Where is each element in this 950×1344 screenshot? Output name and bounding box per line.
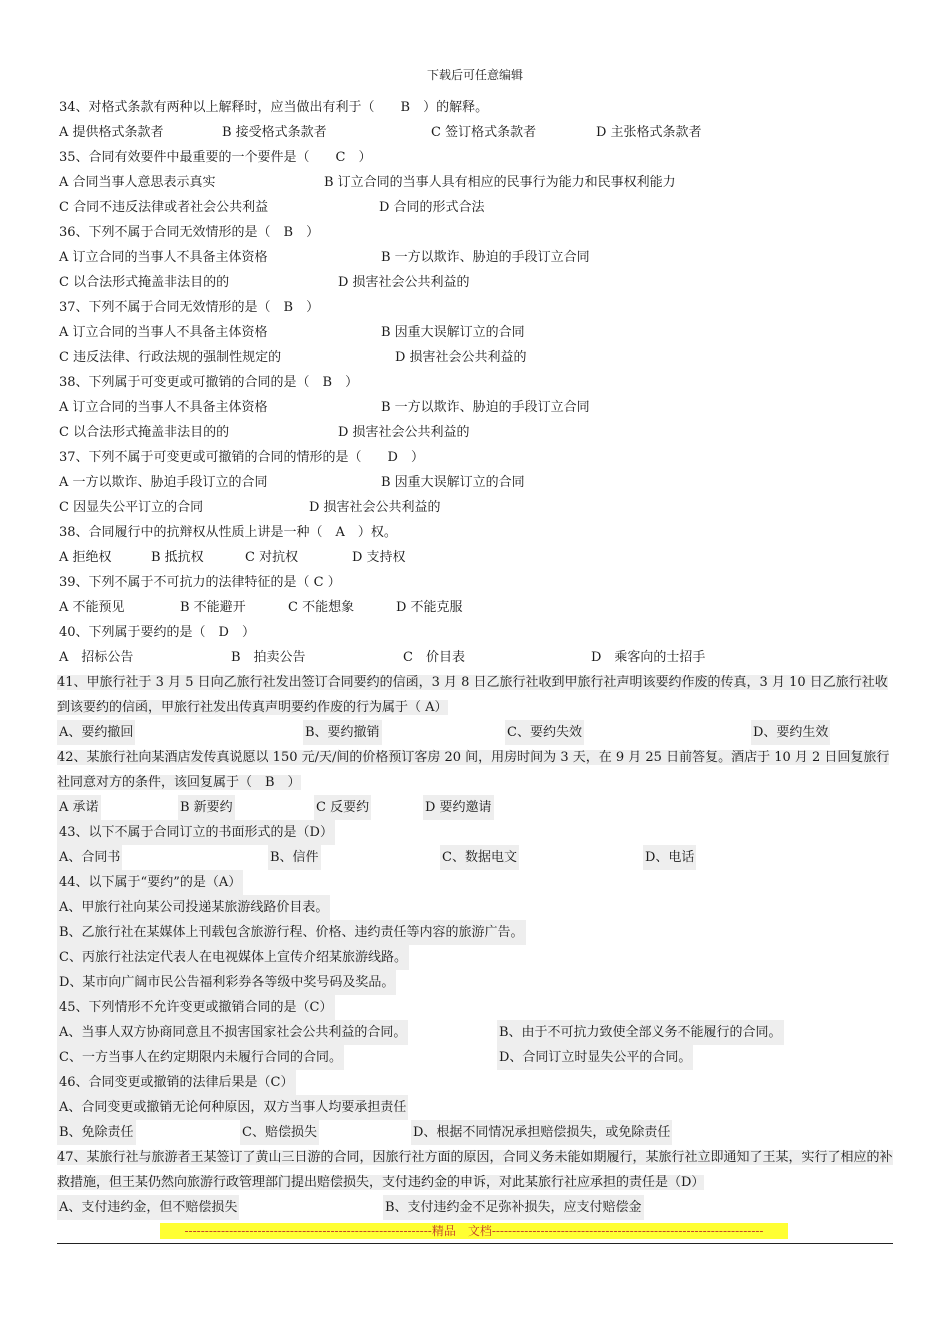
question-paragraph xyxy=(57,1145,897,1195)
line-text: 45、下列情形不允许变更或撤销合同的是（C） xyxy=(57,995,335,1020)
text-line xyxy=(57,470,897,495)
paragraph-text: 42、某旅行社向某酒店发传真说愿以 150 元/天/间的价格预订客房 20 间，用房时间为 3 天，在 9 月 25 日前答复。酒店于 10 月 2 日回复旅行社同意对方的条件，该回复属于（ B ） xyxy=(57,750,890,790)
text-line xyxy=(57,295,897,320)
line-text: A 订立合同的当事人不具备主体资格 xyxy=(59,250,268,265)
text-line xyxy=(57,1020,897,1045)
line-text: B、免除责任 xyxy=(57,1120,136,1145)
question-content xyxy=(57,95,897,1220)
text-line xyxy=(57,445,897,470)
text-line xyxy=(57,645,897,670)
line-text: 35、合同有效要件中最重要的一个要件是（ C ） xyxy=(59,150,372,165)
text-line xyxy=(57,95,897,120)
option-text: C 反要约 xyxy=(314,795,371,820)
text-line xyxy=(57,495,897,520)
line-text: B、乙旅行社在某媒体上刊载包含旅游行程、价格、违约责任等内容的旅游广告。 xyxy=(57,920,526,945)
line-text: A 订立合同的当事人不具备主体资格 xyxy=(59,400,268,415)
option-text: D、要约生效 xyxy=(751,720,830,745)
line-text: C 以合法形式掩盖非法目的的 xyxy=(59,275,230,290)
text-line xyxy=(57,1120,897,1145)
text-line xyxy=(57,1095,897,1120)
text-line xyxy=(57,1045,897,1070)
text-line xyxy=(57,820,897,845)
option-text: B 不能避开 xyxy=(180,600,246,615)
text-line xyxy=(57,895,897,920)
line-text: 43、以下不属于合同订立的书面形式的是（D） xyxy=(57,820,335,845)
line-text: 38、下列属于可变更或可撤销的合同的是（ B ） xyxy=(59,375,359,390)
option-text: D 损害社会公共利益的 xyxy=(338,425,470,440)
line-text: A 拒绝权 xyxy=(59,550,112,565)
text-line xyxy=(57,995,897,1020)
option-text: B 因重大误解订立的合同 xyxy=(381,325,525,340)
footer-banner: -------------------------------------------------------------精品 文档------------------------------------------------------------------- xyxy=(160,1223,788,1239)
line-text: A 招标公告 xyxy=(59,650,134,665)
line-text: 46、合同变更或撤销的法律后果是（C） xyxy=(57,1070,296,1095)
text-line xyxy=(57,570,897,595)
text-line xyxy=(57,970,897,995)
footer-divider xyxy=(57,1243,893,1244)
line-text: C、一方当事人在约定期限内未履行合同的合同。 xyxy=(57,1045,344,1070)
option-text: B、信件 xyxy=(268,845,321,870)
option-text: B、要约撤销 xyxy=(303,720,382,745)
option-text: B、支付违约金不足弥补损失，应支付赔偿金 xyxy=(383,1195,644,1220)
option-text: D、根据不同情况承担赔偿损失，或免除责任 xyxy=(411,1120,672,1145)
line-text: A 提供格式条款者 xyxy=(59,125,164,140)
text-line xyxy=(57,720,897,745)
text-line xyxy=(57,170,897,195)
text-line xyxy=(57,595,897,620)
text-line xyxy=(57,520,897,545)
line-text: 36、下列不属于合同无效情形的是（ B ） xyxy=(59,225,320,240)
line-text: A、甲旅行社向某公司投递某旅游线路价目表。 xyxy=(57,895,330,920)
option-text: D 主张格式条款者 xyxy=(596,125,702,140)
option-text: C 不能想象 xyxy=(288,600,355,615)
option-text: B 订立合同的当事人具有相应的民事行为能力和民事权利能力 xyxy=(324,175,676,190)
question-paragraph xyxy=(57,745,897,795)
text-line xyxy=(57,345,897,370)
text-line xyxy=(57,320,897,345)
option-text: B 一方以欺诈、胁迫的手段订立合同 xyxy=(381,250,590,265)
line-text: C、丙旅行社法定代表人在电视媒体上宣传介绍某旅游线路。 xyxy=(57,945,409,970)
line-text: A、合同变更或撤销无论何种原因，双方当事人均要承担责任 xyxy=(57,1095,408,1120)
option-text: B 拍卖公告 xyxy=(231,650,306,665)
text-line xyxy=(57,370,897,395)
line-text: C 因显失公平订立的合同 xyxy=(59,500,204,515)
option-text: D 损害社会公共利益的 xyxy=(395,350,527,365)
text-line xyxy=(57,920,897,945)
text-line xyxy=(57,845,897,870)
line-text: A、要约撤回 xyxy=(57,720,135,745)
option-text: C 对抗权 xyxy=(245,550,299,565)
option-text: D 不能克服 xyxy=(396,600,463,615)
paragraph-text: 47、某旅行社与旅游者王某签订了黄山三日游的合同，因旅行社方面的原因，合同义务未能如期履行，某旅行社立即通知了王某，实行了相应的补救措施，但王某仍然向旅游行政管理部门提出赔偿损失，支付违约金的申诉，对此某旅行社应承担的责任是（D） xyxy=(57,1150,893,1190)
option-text: D、电话 xyxy=(643,845,696,870)
text-line xyxy=(57,545,897,570)
option-text: C 签订格式条款者 xyxy=(431,125,537,140)
line-text: C 以合法形式掩盖非法目的的 xyxy=(59,425,230,440)
question-paragraph xyxy=(57,670,897,720)
option-text: B 接受格式条款者 xyxy=(222,125,327,140)
line-text: C 违反法律、行政法规的强制性规定的 xyxy=(59,350,282,365)
text-line xyxy=(57,795,897,820)
option-text: C、赔偿损失 xyxy=(240,1120,319,1145)
line-text: A 一方以欺诈、胁迫手段订立的合同 xyxy=(59,475,268,490)
option-text: D 损害社会公共利益的 xyxy=(338,275,470,290)
paragraph-text: 41、甲旅行社于 3 月 5 日向乙旅行社发出签订合同要约的信函，3 月 8 日乙旅行社收到甲旅行社声明该要约作废的传真，3 月 10 日乙旅行社收到该要约的信函，甲旅行社发出传真声明要约作废的行为属于（ A） xyxy=(57,675,888,715)
text-line xyxy=(57,270,897,295)
option-text: B、由于不可抗力致使全部义务不能履行的合同。 xyxy=(497,1020,784,1045)
text-line xyxy=(57,870,897,895)
option-text: D 乘客向的士招手 xyxy=(591,650,706,665)
text-line xyxy=(57,420,897,445)
text-line xyxy=(57,145,897,170)
line-text: A 合同当事人意思表示真实 xyxy=(59,175,216,190)
line-text: A 订立合同的当事人不具备主体资格 xyxy=(59,325,268,340)
line-text: 38、合同履行中的抗辩权从性质上讲是一种（ A ）权。 xyxy=(59,525,397,540)
option-text: C 价目表 xyxy=(403,650,465,665)
line-text: 34、对格式条款有两种以上解释时，应当做出有利于（ B ）的解释。 xyxy=(59,100,489,115)
text-line xyxy=(57,945,897,970)
line-text: A、当事人双方协商同意且不损害国家社会公共利益的合同。 xyxy=(57,1020,408,1045)
option-text: D 要约邀请 xyxy=(423,795,494,820)
text-line xyxy=(57,120,897,145)
line-text: A、支付违约金，但不赔偿损失 xyxy=(57,1195,239,1220)
option-text: C、数据电文 xyxy=(440,845,519,870)
line-text: A、合同书 xyxy=(57,845,122,870)
text-line xyxy=(57,195,897,220)
line-text: 40、下列属于要约的是（ D ） xyxy=(59,625,255,640)
line-text: A 不能预见 xyxy=(59,600,125,615)
option-text: B 一方以欺诈、胁迫的手段订立合同 xyxy=(381,400,590,415)
line-text: 39、下列不属于不可抗力的法律特征的是（ C ） xyxy=(59,575,341,590)
line-text: D、某市向广阔市民公告福利彩券各等级中奖号码及奖品。 xyxy=(57,970,396,995)
line-text: 37、下列不属于合同无效情形的是（ B ） xyxy=(59,300,320,315)
text-line xyxy=(57,1070,897,1095)
text-line xyxy=(57,245,897,270)
option-text: D、合同订立时显失公平的合同。 xyxy=(497,1045,693,1070)
line-text: C 合同不违反法律或者社会公共利益 xyxy=(59,200,269,215)
option-text: D 合同的形式合法 xyxy=(379,200,485,215)
text-line xyxy=(57,220,897,245)
option-text: B 因重大误解订立的合同 xyxy=(381,475,525,490)
option-text: D 支持权 xyxy=(352,550,406,565)
page-header: 下载后可任意编辑 xyxy=(426,68,523,82)
text-line xyxy=(57,395,897,420)
option-text: B 抵抗权 xyxy=(151,550,204,565)
line-text: 37、下列不属于可变更或可撤销的合同的情形的是（ D ） xyxy=(59,450,424,465)
text-line xyxy=(57,1195,897,1220)
option-text: C、要约失效 xyxy=(505,720,584,745)
option-text: D 损害社会公共利益的 xyxy=(309,500,441,515)
line-text: 44、以下属于“要约”的是（A） xyxy=(57,870,243,895)
option-text: B 新要约 xyxy=(178,795,235,820)
line-text: A 承诺 xyxy=(57,795,101,820)
text-line xyxy=(57,620,897,645)
